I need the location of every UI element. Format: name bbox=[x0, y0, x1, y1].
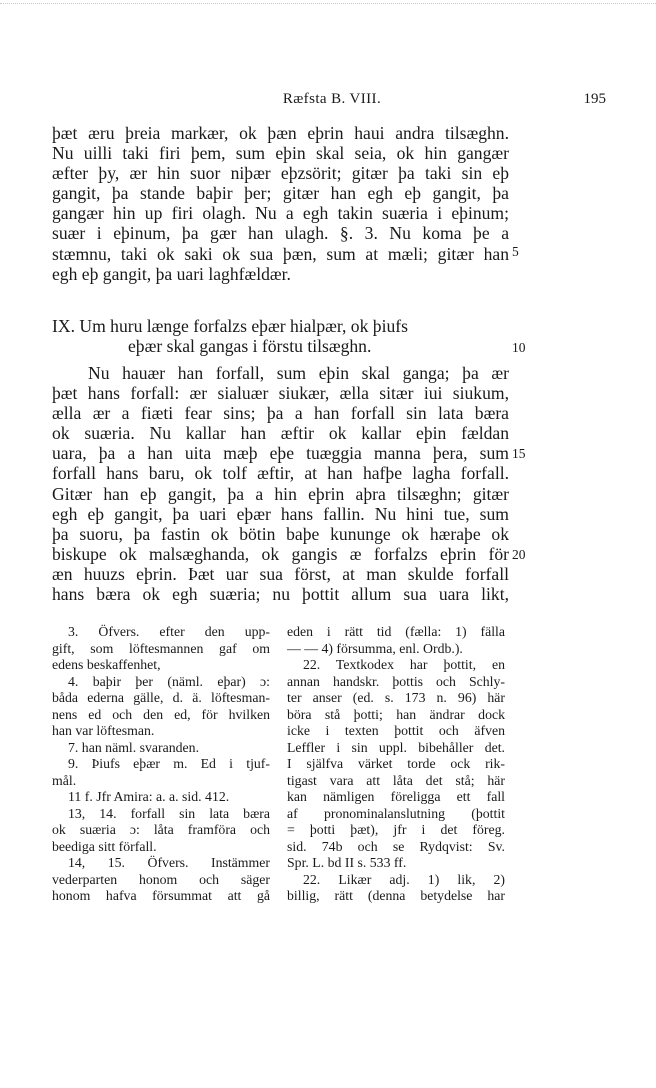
text-line: forfall hans baru, ok tolf æftir, at han hafþe lagha forfall. bbox=[52, 463, 509, 484]
note-line: 3. Öfvers. efter den upp- bbox=[68, 624, 270, 639]
line-number-5: 5 bbox=[512, 244, 519, 259]
note-line: gift, som löftesmannen gaf om bbox=[52, 640, 270, 656]
note-line: tigast vara att låta det stå; här bbox=[287, 772, 505, 788]
note-line: sid. 74b och se Rydqvist: Sv. bbox=[287, 838, 505, 854]
text-line: uara, þa a han uita mæþ eþe tuæggia manna þera, sum bbox=[52, 443, 509, 464]
note-line: han var löftesman. bbox=[52, 723, 155, 738]
text-line: Gitær han eþ gangit, þa a hin eþrin aþra tilsæghn; gitær bbox=[52, 483, 509, 504]
section-ix-heading bbox=[52, 316, 509, 356]
heading-line: IX. Um huru længe forfalzs eþær hialpær, ok þiufs bbox=[52, 316, 408, 336]
note-line: beediga sitt förfall. bbox=[52, 838, 157, 854]
text-line: Nu hauær han forfall, sum eþin skal ganga; þa ær bbox=[88, 363, 509, 383]
text-line: hans bæra ok egh suæria; nu þottit allum sua uara likt, bbox=[52, 584, 509, 605]
note-line: billig, rätt (denna betydelse har bbox=[287, 888, 505, 903]
footnotes-right-column bbox=[287, 624, 505, 905]
note-line: eden i rätt tid (fælla: 1) fälla bbox=[287, 624, 505, 639]
note-line: 14, 15. Öfvers. Instämmer bbox=[68, 855, 270, 870]
note-line: af pronominalanslutning (þottit bbox=[287, 805, 505, 821]
note-line: nens ed och den ed, för hvilken bbox=[52, 706, 270, 722]
text-line: þæt æru þreia markær, ok þæn eþrin haui andra tilsæghn. bbox=[52, 123, 509, 143]
note-line: 13, 14. forfall sin lata bæra bbox=[68, 805, 270, 821]
text-line: egh eþ gangit, þa uari laghfældær. bbox=[52, 263, 291, 284]
note-line: Leffler i sin uppl. bibehåller det. bbox=[287, 739, 505, 755]
note-line: 11 f. Jfr Amira: a. a. sid. 412. bbox=[68, 789, 230, 804]
line-number-20: 20 bbox=[512, 547, 526, 562]
text-line: þa suoru, þa fastin ok bötin baþe kununge ok hæraþe ok bbox=[52, 523, 509, 544]
note-line: edens beskaffenhet, bbox=[52, 657, 161, 672]
note-line: 22. Textkodex har þottit, en bbox=[303, 657, 505, 672]
note-line: vederparten honom och säger bbox=[52, 871, 270, 887]
note-line: båda ederna gälle, d. ä. löftesman- bbox=[52, 690, 270, 705]
note-line: icke i texten þottit och äfven bbox=[287, 723, 505, 738]
text-line: suær i eþinum, þa gær han ulagh. §. 3. Nu koma þe a bbox=[52, 223, 509, 244]
line-number-10: 10 bbox=[512, 340, 526, 355]
footnotes-left-column bbox=[52, 624, 270, 905]
text-line: æfter þy, ær hin suor niþær eþzsörit; gitær þa taki sin eþ bbox=[52, 163, 509, 184]
note-line: ter anser (ed. s. 173 n. 96) här bbox=[287, 690, 505, 705]
page-number: 195 bbox=[583, 91, 606, 107]
note-line: Spr. L. bd II s. 533 ff. bbox=[287, 855, 407, 870]
section-ix-text bbox=[52, 363, 509, 604]
note-line: 4. baþir þer (näml. eþar) ɔ: bbox=[68, 673, 270, 689]
page-header bbox=[52, 91, 612, 115]
text-line: Nu uilli taki firi þem, sum eþin skal seia, ok hin gangær bbox=[52, 143, 509, 164]
note-line: 9. Þiufs eþær m. Ed i tjuf- bbox=[68, 756, 270, 771]
note-line: = þotti þæt), jfr i det föreg. bbox=[287, 822, 505, 837]
top-edge-dots bbox=[0, 3, 656, 5]
text-line: gangær hin up firi olagh. Nu a egh takin suæria i eþinum; bbox=[52, 203, 509, 224]
text-line: ælla ær a fiæti fear sins; þa a han forfall sin lata bæra bbox=[52, 403, 509, 424]
note-line: ok suæria ɔ: låta framföra och bbox=[52, 822, 270, 837]
text-line: gangit, þa stande baþir þer; gitær han egh eþ gangit, þa bbox=[52, 183, 509, 204]
note-line: 7. han näml. svaranden. bbox=[68, 739, 200, 755]
line-number-15: 15 bbox=[512, 446, 526, 461]
note-line: böra stå þotti; han ändrar dock bbox=[287, 706, 505, 722]
text-line: ok suæria. Nu kallar han æftir ok kallar eþin fældan bbox=[52, 423, 509, 444]
note-line: I själfva värket torde ock rik- bbox=[287, 756, 505, 771]
text-line: biskupe ok malsæghanda, ok gangis æ forfalzs eþrin för bbox=[52, 543, 509, 564]
note-line: — — 4) försumma, enl. Ordb.). bbox=[287, 640, 463, 656]
running-head: Ræfsta B. VIII. bbox=[282, 91, 382, 107]
note-line: mål. bbox=[52, 772, 77, 788]
heading-line: eþær skal gangas i förstu tilsæghn. bbox=[128, 336, 372, 357]
note-line: kan nämligen föreligga ett fall bbox=[287, 789, 505, 804]
text-line: stæmnu, taki ok saki ok sua þæn, sum at mæli; gitær han bbox=[52, 243, 509, 264]
section-viii-end bbox=[52, 123, 509, 284]
note-line: 22. Likær adj. 1) lik, 2) bbox=[303, 871, 505, 887]
note-line: honom hafva försummat att gå bbox=[52, 888, 270, 903]
note-line: annan handskr. þottis och Schly- bbox=[287, 673, 505, 689]
text-line: þæt hans forfall: ær sialuær siukær, ælla sitær iui siukum, bbox=[52, 383, 509, 404]
text-line: æn huuzs eþrin. Þæt uar sua först, at man skulde forfall bbox=[52, 563, 509, 584]
text-line: egh eþ gangit, þa uari eþær hans fallin. Nu hini tue, sum bbox=[52, 503, 509, 524]
